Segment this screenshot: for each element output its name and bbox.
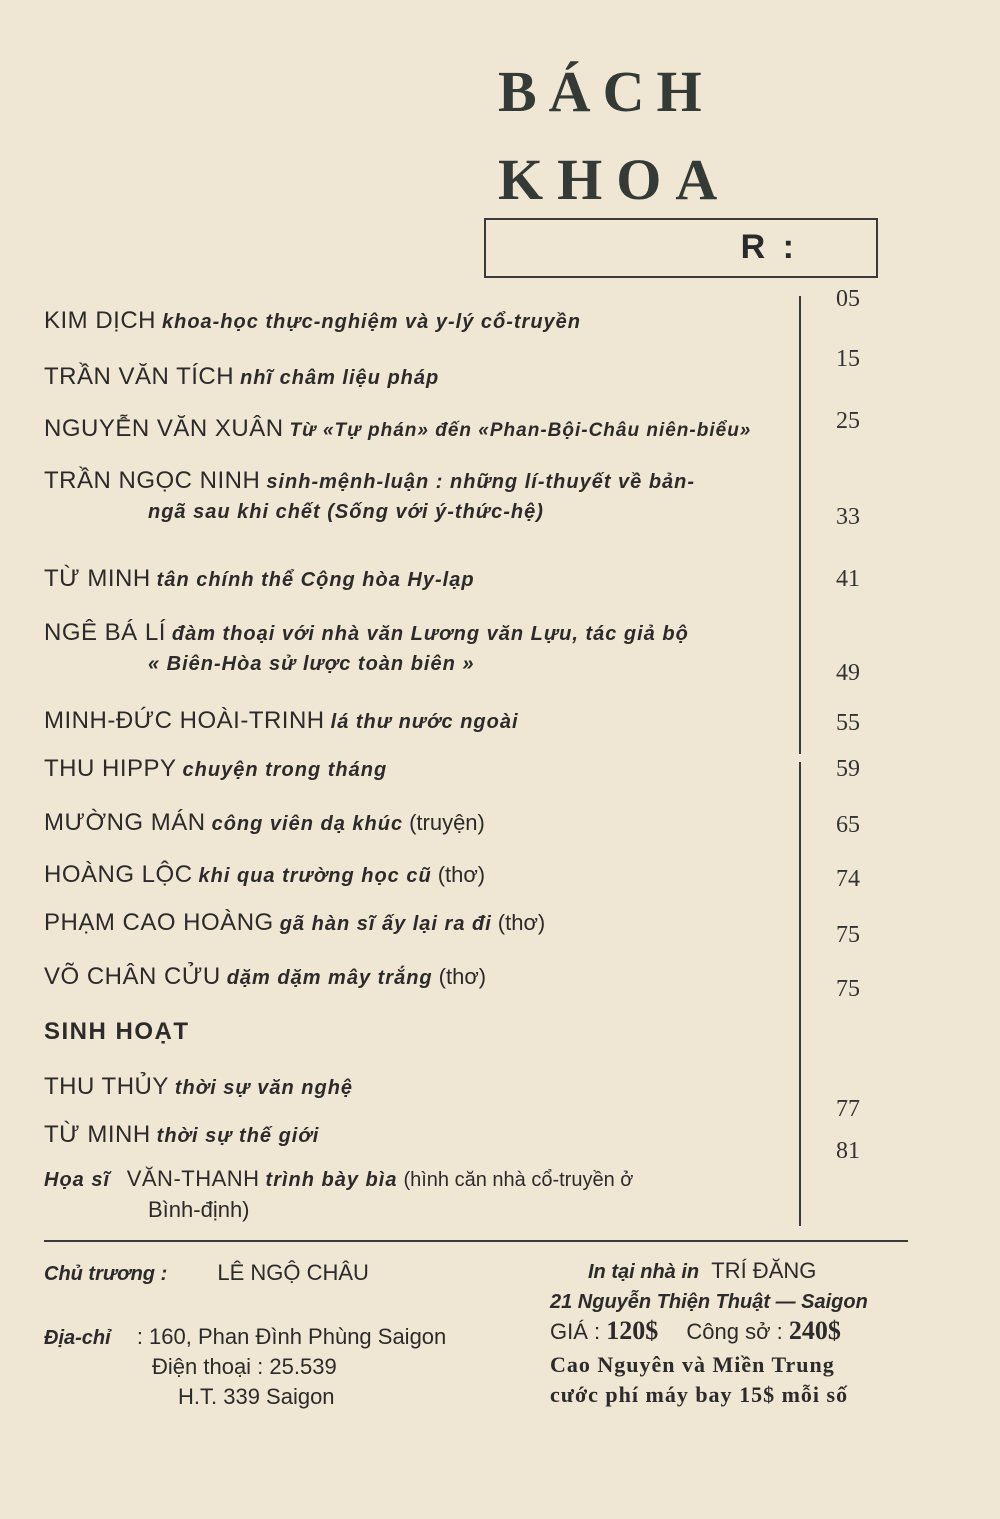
toc-page-number: 75 — [836, 976, 860, 1002]
phone-line: Điện thoại : 25.539 — [152, 1354, 337, 1379]
toc-entry — [44, 860, 485, 891]
region-line: Cao Nguyên và Miền Trung — [550, 1352, 835, 1377]
toc-title: thời sự thế giới — [156, 1125, 320, 1147]
toc-entry — [44, 564, 475, 595]
toc-title: dặm dặm mây trắng — [226, 967, 433, 989]
ht-line: H.T. 339 Saigon — [178, 1384, 335, 1409]
toc-author: VÕ CHÂN CỬU — [44, 963, 221, 990]
page-column-rule-upper — [799, 296, 801, 754]
toc-author: TỪ MINH — [44, 565, 151, 592]
toc-title: sinh-mệnh-luận : những lí-thuyết về bản- — [266, 471, 696, 493]
toc-title: khi qua trường học cũ — [198, 865, 432, 887]
toc-page-number: 33 — [836, 504, 860, 530]
toc-entry — [44, 618, 689, 679]
colophon-rule — [44, 1240, 908, 1242]
cover-credit — [44, 1164, 633, 1225]
price-label: GIÁ : — [550, 1319, 601, 1344]
toc-page-number: 55 — [836, 710, 860, 736]
toc-author: TỪ MINH — [44, 1121, 151, 1148]
cover-note: (hình căn nhà cổ-truyền ở — [403, 1169, 634, 1191]
toc-page-number: 15 — [836, 346, 860, 372]
airmail-suffix: mỗi số — [781, 1382, 849, 1407]
airmail-line — [550, 1380, 848, 1410]
toc-title: Từ «Tự phán» đến «Phan-Bội-Châu niên-biểu» — [289, 420, 752, 441]
toc-title: công viên dạ khúc — [211, 813, 404, 835]
toc-note: (thơ) — [438, 964, 487, 989]
toc-entry — [44, 362, 439, 393]
masthead-line-1: BÁCH — [498, 59, 714, 124]
toc-entry — [44, 306, 581, 337]
office-label: Công sở : — [686, 1319, 783, 1344]
toc-author: TRẦN VĂN TÍCH — [44, 363, 235, 390]
toc-title-continued: ngã sau khi chết (Sống với ý-thức-hệ) — [148, 501, 544, 523]
toc-entry — [44, 754, 387, 785]
address-label: Địa-chỉ — [44, 1327, 111, 1349]
toc-entry — [44, 962, 486, 993]
issue-label: R : — [740, 228, 798, 266]
printer-name: TRÍ ĐĂNG — [711, 1258, 817, 1283]
page-column-rule-lower — [799, 762, 801, 1226]
masthead-line-2: KHOA — [498, 147, 732, 212]
toc-author: KIM DỊCH — [44, 307, 156, 334]
toc-note: (thơ) — [437, 862, 486, 887]
toc-author: HOÀNG LỘC — [44, 861, 193, 888]
cover-label: Họa sĩ — [44, 1169, 111, 1191]
toc-page-number: 77 — [836, 1096, 860, 1122]
issue-box — [484, 218, 878, 278]
toc-author: PHẠM CAO HOÀNG — [44, 909, 274, 936]
toc-title: lá thư nước ngoài — [330, 711, 519, 733]
section-heading: SINH HOẠT — [44, 1018, 190, 1045]
toc-page-number: 41 — [836, 566, 860, 592]
toc-entry — [44, 706, 519, 737]
toc-author: THU THỦY — [44, 1073, 169, 1100]
toc-entry — [44, 1120, 319, 1151]
toc-entry — [44, 414, 751, 446]
toc-page-number: 81 — [836, 1138, 860, 1164]
printer-line — [588, 1256, 816, 1287]
toc-title: nhĩ châm liệu pháp — [240, 367, 440, 389]
toc-page-number: 49 — [836, 660, 860, 686]
toc-entry — [44, 808, 485, 839]
toc-page-number: 59 — [836, 756, 860, 782]
toc-page-number: 05 — [836, 286, 860, 312]
toc-page-number: 74 — [836, 866, 860, 892]
toc-title-continued: « Biên-Hòa sử lược toàn biên » — [148, 653, 475, 675]
printer-address — [550, 1286, 868, 1317]
toc-note: (truyện) — [409, 810, 485, 835]
toc-author: MƯỜNG MÁN — [44, 809, 206, 836]
cover-artist: VĂN-THANH — [126, 1166, 260, 1191]
office-price: 240$ — [788, 1316, 841, 1345]
toc-author: MINH-ĐỨC HOÀI-TRINH — [44, 707, 325, 734]
toc-entry — [44, 1072, 353, 1103]
toc-page-number: 25 — [836, 408, 860, 434]
toc-title: chuyện trong tháng — [182, 759, 388, 781]
toc-title: gã hàn sĩ ấy lại ra đi — [279, 913, 492, 935]
toc-entry — [44, 466, 695, 527]
toc-author: TRẦN NGỌC NINH — [44, 467, 261, 494]
toc-note: (thơ) — [497, 910, 546, 935]
toc-author: THU HIPPY — [44, 755, 177, 782]
airmail-price: 15$ — [739, 1382, 776, 1407]
toc-title: thời sự văn nghệ — [174, 1077, 354, 1099]
toc-entry — [44, 908, 545, 939]
toc-author: NGUYỄN VĂN XUÂN — [44, 415, 284, 442]
editor-line — [44, 1258, 369, 1289]
toc-title: đàm thoại với nhà văn Lương văn Lựu, tác giả bộ — [171, 623, 689, 645]
cover-title: trình bày bìa — [265, 1169, 398, 1191]
toc-author: NGÊ BÁ LÍ — [44, 619, 166, 646]
toc-page-number: 65 — [836, 812, 860, 838]
toc-page-number: 75 — [836, 922, 860, 948]
toc-title: khoa-học thực-nghiệm và y-lý cổ-truyền — [162, 311, 582, 333]
editor-name: LÊ NGỘ CHÂU — [217, 1260, 369, 1285]
price-line — [550, 1316, 841, 1347]
price-value: 120$ — [606, 1316, 659, 1345]
airmail-label: cước phí máy bay — [550, 1382, 733, 1407]
toc-title: tân chính thể Cộng hòa Hy-lạp — [156, 569, 475, 591]
printer-address-text: 21 Nguyễn Thiện Thuật — Saigon — [550, 1291, 868, 1313]
address-line — [44, 1322, 446, 1353]
printer-label: In tại nhà in — [588, 1261, 700, 1283]
cover-note-continued: Bình-định) — [148, 1197, 250, 1222]
editor-label: Chủ trương : — [44, 1263, 168, 1285]
address-value: : 160, Phan Đình Phùng Saigon — [136, 1324, 447, 1349]
